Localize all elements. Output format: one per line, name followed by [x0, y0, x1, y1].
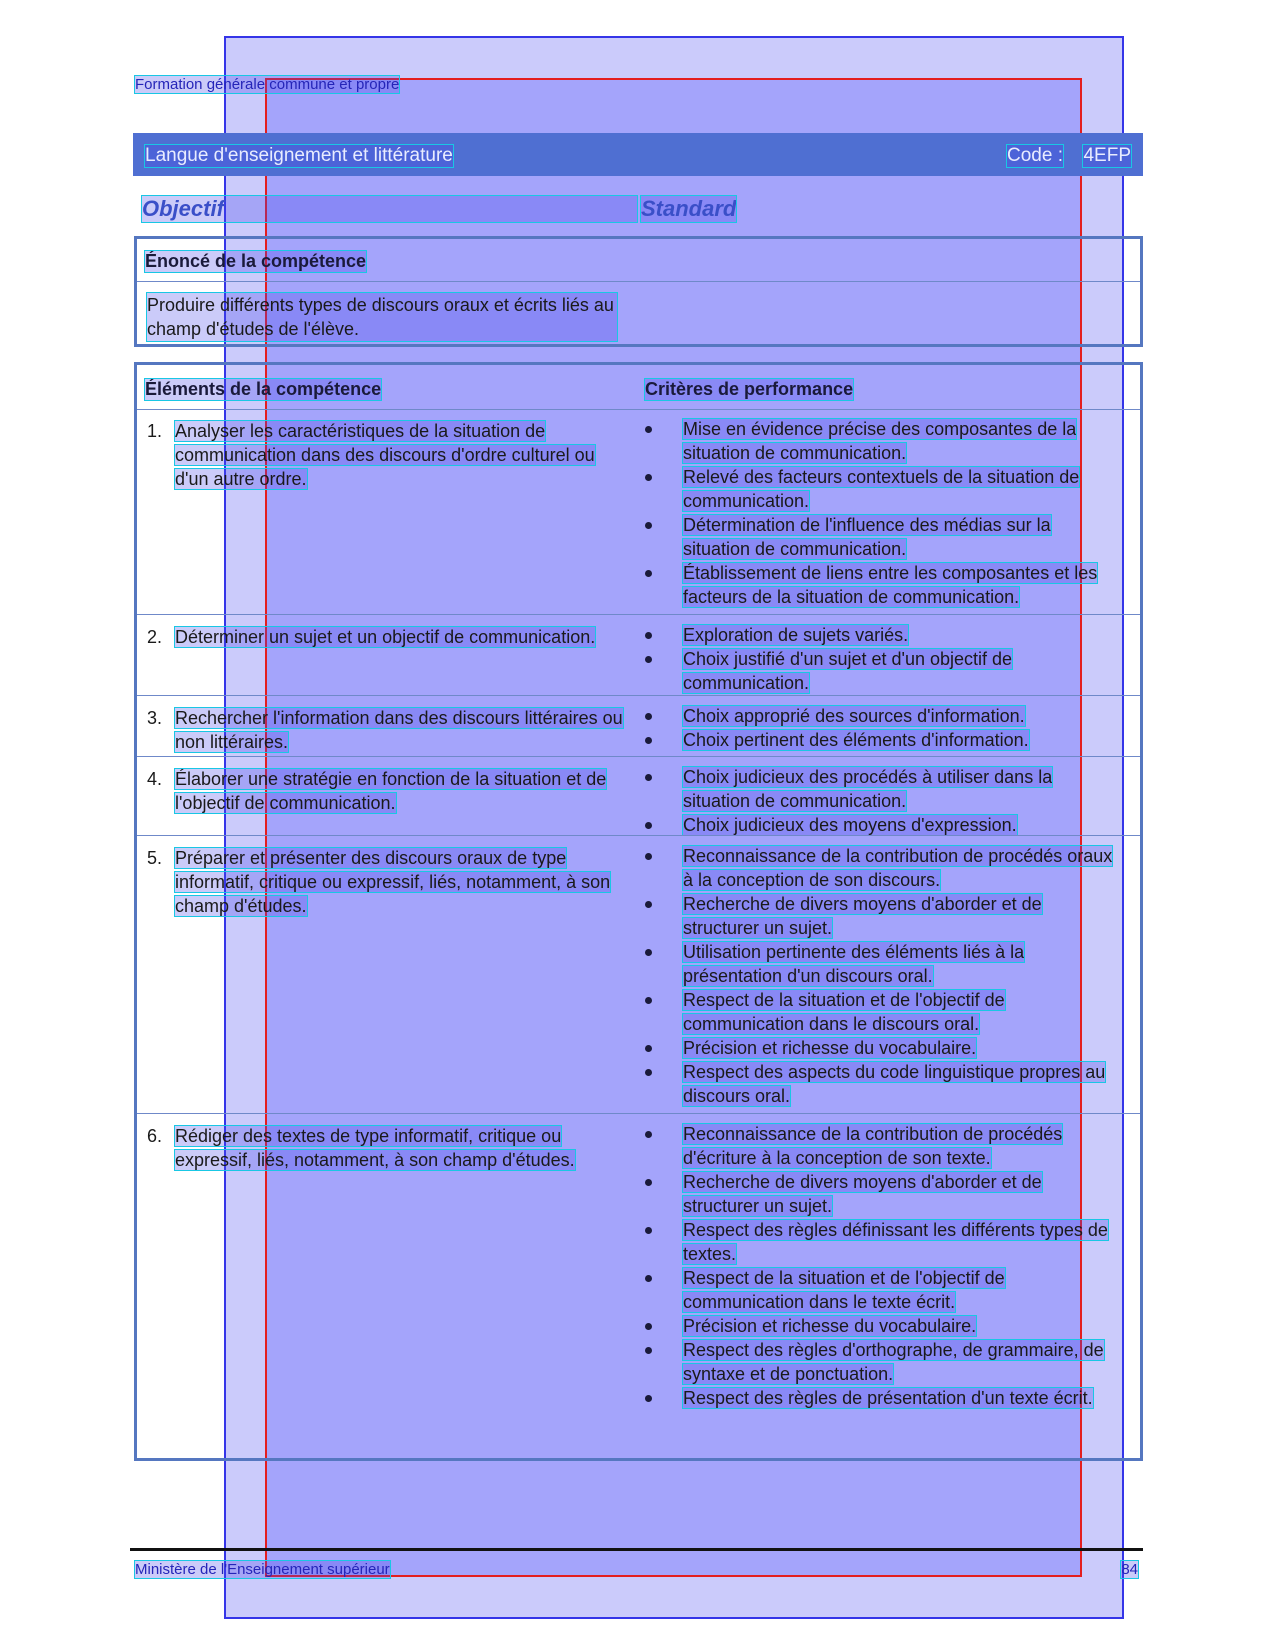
- element-description: Préparer et présenter des discours oraux de type informatif, critique ou expressif, liés, notamment, à son champ d'études.: [175, 848, 611, 916]
- bullet-icon: [645, 997, 652, 1004]
- code-label: Code :: [1007, 145, 1063, 166]
- bullet-icon: [645, 737, 652, 744]
- criterion-text: Respect des règles d'orthographe, de grammaire, de syntaxe et de ponctuation.: [683, 1340, 1104, 1384]
- element-text: [147, 767, 627, 815]
- element-description: Déterminer un sujet et un objectif de communication.: [175, 627, 596, 647]
- criterion-item: [645, 1266, 1121, 1314]
- criterion-item: [645, 561, 1121, 609]
- criteria-list: [645, 844, 1121, 1108]
- element-number: 6.: [147, 1126, 163, 1146]
- criteria-list: [645, 623, 1121, 695]
- element-text: [147, 419, 627, 491]
- criterion-text: Précision et richesse du vocabulaire.: [683, 1316, 977, 1336]
- criterion-text: Reconnaissance de la contribution de procédés d'écriture à la conception de son texte.: [683, 1124, 1063, 1168]
- criterion-item: [645, 704, 1121, 728]
- criterion-item: [645, 940, 1121, 988]
- criterion-text: Détermination de l'influence des médias sur la situation de communication.: [683, 515, 1051, 559]
- bullet-icon: [645, 901, 652, 908]
- code-value: 4EFP: [1083, 145, 1131, 166]
- criterion-text: Exploration de sujets variés.: [683, 625, 909, 645]
- bullet-icon: [645, 474, 652, 481]
- bullet-icon: [645, 853, 652, 860]
- bullet-icon: [645, 1227, 652, 1234]
- elements-header: [137, 365, 1140, 410]
- criterion-text: Respect de la situation et de l'objectif de communication dans le discours oral.: [683, 990, 1005, 1034]
- criterion-text: Respect des aspects du code linguistique propres au discours oral.: [683, 1062, 1106, 1106]
- footer-rule: [130, 1548, 1143, 1551]
- criterion-text: Respect de la situation et de l'objectif de communication dans le texte écrit.: [683, 1268, 1005, 1312]
- criterion-text: Choix judicieux des moyens d'expression.: [683, 815, 1017, 835]
- bullet-icon: [645, 426, 652, 433]
- criterion-text: Choix judicieux des procédés à utiliser dans la situation de communication.: [683, 767, 1053, 811]
- competence-header: [137, 239, 1140, 282]
- criterion-item: [645, 1386, 1121, 1410]
- criterion-item: [645, 623, 1121, 647]
- criterion-text: Choix pertinent des éléments d'information.: [683, 730, 1029, 750]
- element-row-2: [137, 614, 1140, 696]
- element-text: [147, 846, 627, 918]
- criteria-list: [645, 765, 1121, 837]
- elements-box: [134, 362, 1143, 1461]
- criterion-text: Établissement de liens entre les composantes et les facteurs de la situation de communication.: [683, 563, 1098, 607]
- criterion-text: Respect des règles définissant les différents types de textes.: [683, 1220, 1108, 1264]
- footer-ministry: Ministère de l'Enseignement supérieur: [135, 1561, 390, 1578]
- criteria-list: [645, 704, 1121, 752]
- criterion-text: Relevé des facteurs contextuels de la situation de communication.: [683, 467, 1080, 511]
- criterion-item: [645, 1314, 1121, 1338]
- criterion-item: [645, 765, 1121, 813]
- element-description: Élaborer une stratégie en fonction de la situation et de l'objectif de communication.: [175, 769, 607, 813]
- criterion-text: Choix justifié d'un sujet et d'un objectif de communication.: [683, 649, 1013, 693]
- criteria-list: [645, 417, 1121, 609]
- criterion-item: [645, 1036, 1121, 1060]
- criterion-item: [645, 647, 1121, 695]
- objective-heading: Objectif: [142, 196, 637, 222]
- title-bar: [133, 133, 1143, 176]
- element-number: 3.: [147, 708, 163, 728]
- criterion-text: Recherche de divers moyens d'aborder et de structurer un sujet.: [683, 1172, 1042, 1216]
- criterion-item: [645, 1338, 1121, 1386]
- element-text: [147, 625, 627, 649]
- bullet-icon: [645, 822, 652, 829]
- criterion-text: Respect des règles de présentation d'un texte écrit.: [683, 1388, 1093, 1408]
- criterion-item: [645, 465, 1121, 513]
- bullet-icon: [645, 949, 652, 956]
- competence-heading: Énoncé de la compétence: [145, 251, 367, 271]
- bullet-icon: [645, 1347, 652, 1354]
- course-title: Langue d'enseignement et littérature: [145, 145, 453, 166]
- bullet-icon: [645, 632, 652, 639]
- bullet-icon: [645, 656, 652, 663]
- criterion-text: Choix approprié des sources d'information.: [683, 706, 1025, 726]
- bullet-icon: [645, 570, 652, 577]
- bullet-icon: [645, 1069, 652, 1076]
- criterion-item: [645, 417, 1121, 465]
- criterion-item: [645, 813, 1121, 837]
- element-description: Analyser les caractéristiques de la situation de communication dans des discours d'ordre culturel ou d'un autre ordre.: [175, 421, 595, 489]
- criteria-list: [645, 1122, 1121, 1410]
- bullet-icon: [645, 713, 652, 720]
- element-description: Rechercher l'information dans des discours littéraires ou non littéraires.: [175, 708, 623, 752]
- element-row-5: [137, 835, 1140, 1114]
- elements-heading: Éléments de la compétence: [145, 379, 382, 399]
- competence-box: [134, 236, 1143, 347]
- element-row-4: [137, 756, 1140, 836]
- criterion-item: [645, 1060, 1121, 1108]
- criterion-item: [645, 728, 1121, 752]
- criterion-item: [645, 1218, 1121, 1266]
- bullet-icon: [645, 1275, 652, 1282]
- standard-heading: Standard: [641, 196, 737, 221]
- element-number: 5.: [147, 848, 163, 868]
- bullet-icon: [645, 774, 652, 781]
- element-row-3: [137, 695, 1140, 757]
- element-number: 2.: [147, 627, 163, 647]
- criterion-text: Mise en évidence précise des composantes de la situation de communication.: [683, 419, 1077, 463]
- bullet-icon: [645, 1045, 652, 1052]
- section-label: Formation générale commune et propre: [135, 76, 400, 93]
- element-row-6: [137, 1113, 1140, 1459]
- element-number: 4.: [147, 769, 163, 789]
- element-number: 1.: [147, 421, 163, 441]
- bullet-icon: [645, 1323, 652, 1330]
- bullet-icon: [645, 1179, 652, 1186]
- bullet-icon: [645, 1131, 652, 1138]
- criterion-text: Précision et richesse du vocabulaire.: [683, 1038, 977, 1058]
- competence-statement: Produire différents types de discours oraux et écrits liés au champ d'études de l'élève.: [147, 293, 617, 341]
- criteria-heading: Critères de performance: [645, 379, 854, 399]
- criterion-item: [645, 988, 1121, 1036]
- criterion-item: [645, 1170, 1121, 1218]
- criterion-item: [645, 1122, 1121, 1170]
- criterion-item: [645, 844, 1121, 892]
- criterion-text: Reconnaissance de la contribution de procédés oraux à la conception de son discours.: [683, 846, 1113, 890]
- bullet-icon: [645, 522, 652, 529]
- element-description: Rédiger des textes de type informatif, critique ou expressif, liés, notamment, à son champ d'études.: [175, 1126, 575, 1170]
- page-number: 84: [1121, 1561, 1138, 1578]
- bullet-icon: [645, 1395, 652, 1402]
- criterion-item: [645, 513, 1121, 561]
- element-text: [147, 1124, 627, 1172]
- criterion-item: [645, 892, 1121, 940]
- element-text: [147, 706, 627, 754]
- criterion-text: Recherche de divers moyens d'aborder et de structurer un sujet.: [683, 894, 1042, 938]
- criterion-text: Utilisation pertinente des éléments liés à la présentation d'un discours oral.: [683, 942, 1025, 986]
- element-row-1: [137, 409, 1140, 614]
